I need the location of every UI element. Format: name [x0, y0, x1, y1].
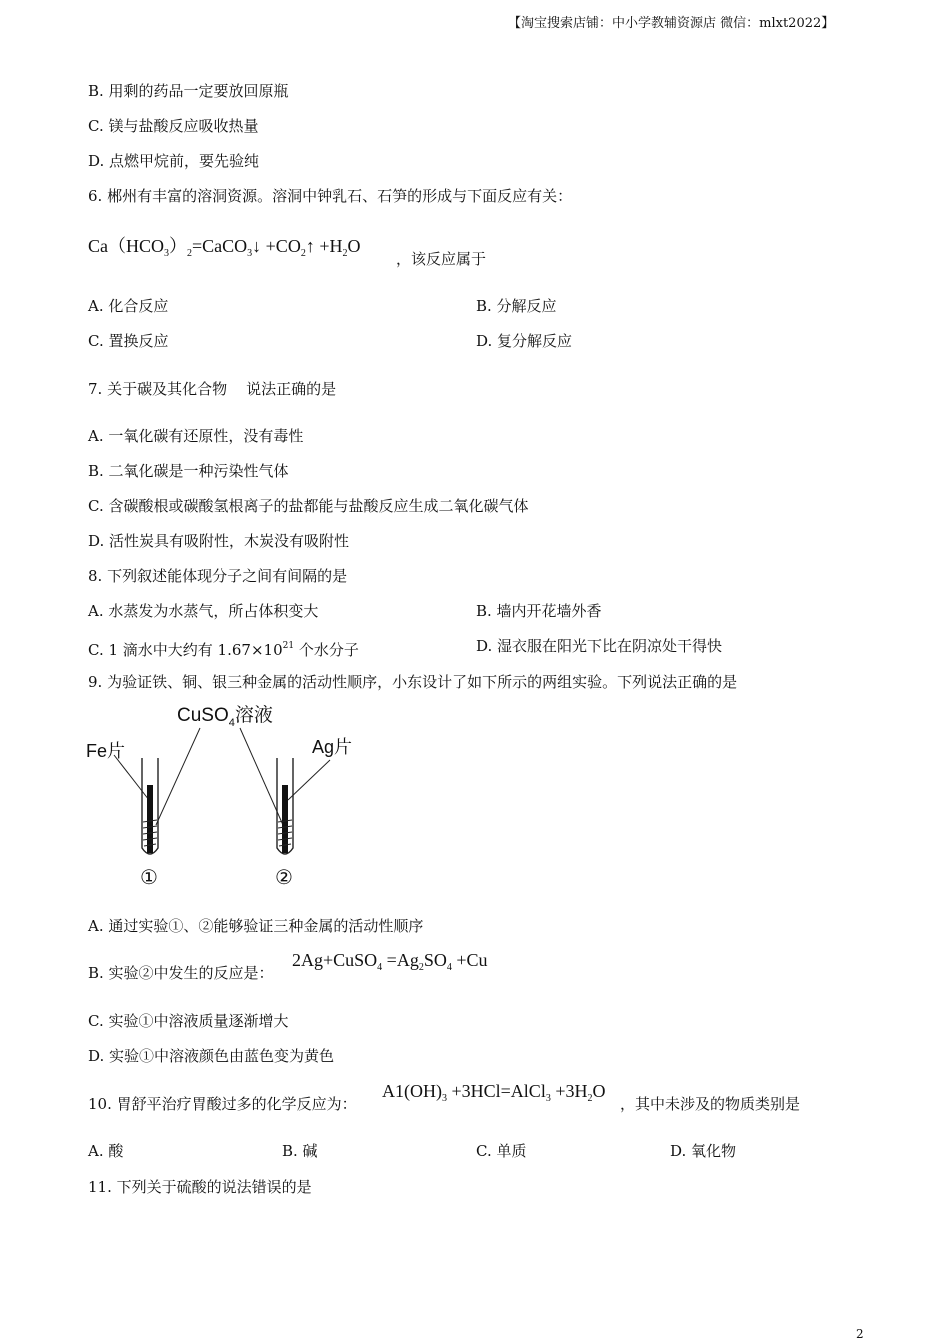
ag-strip — [282, 785, 288, 853]
q6-option-d: D. 复分解反应 — [476, 332, 573, 350]
q8-option-a: A. 水蒸发为水蒸气，所占体积变大 — [88, 602, 319, 620]
tube-1-label: ① — [140, 867, 158, 889]
q10-equation: $A1(OH)_3$ +3HCl=AlCl$_3$ $+3H_2O$ — [382, 1081, 606, 1104]
page-header: 【淘宝搜索店铺：中小学教辅资源店 微信：mlxt2022】 — [508, 16, 835, 31]
q7-option-d: D. 活性炭具有吸附性，木炭没有吸附性 — [88, 532, 350, 550]
q6-option-c: C. 置换反应 — [88, 332, 169, 350]
q9-option-c: C. 实验①中溶液质量逐渐增大 — [88, 1012, 289, 1030]
q7-option-a: A. 一氧化碳有还原性，没有毒性 — [88, 427, 304, 445]
q5-option-d: D. 点燃甲烷前，要先验纯 — [88, 152, 260, 170]
q6-equation: $Ca(HCO_3)_2=CaCO_3↓$ $+CO_2↑ +H_2O$ — [88, 236, 361, 259]
q10-option-b: B. 碱 — [282, 1142, 318, 1160]
test-tube-2 — [277, 758, 293, 854]
q8-option-b: B. 墙内开花墙外香 — [476, 602, 602, 620]
page-number: 2 — [856, 1327, 864, 1341]
q9-option-b-equation: 2Ag+CuSO$_4$ $=Ag_2SO_4 +Cu$ — [292, 950, 488, 973]
q9-option-a: A. 通过实验①、②能够验证三种金属的活动性顺序 — [88, 917, 424, 935]
q6-option-a: A. 化合反应 — [88, 297, 169, 315]
q7-stem: 7. 关于碳及其化合物 说法正确的是 — [88, 380, 337, 398]
q8-option-c: C. 1 滴水中大约有 $1.67\times 10^{21}$ 个水分子 — [88, 641, 359, 659]
q5-option-c: C. 镁与盐酸反应吸收热量 — [88, 117, 259, 135]
fe-leader-line — [114, 755, 149, 800]
fe-strip — [147, 785, 153, 853]
q10-stem-lead: 10. 胃舒平治疗胃酸过多的化学反应为： — [88, 1095, 357, 1113]
ag-strip-label: Ag片 — [312, 737, 353, 757]
q7-option-b: B. 二氧化碳是一种污染性气体 — [88, 462, 289, 480]
q9-stem: 9. 为验证铁、铜、银三种金属的活动性顺序，小东设计了如下所示的两组实验。下列说法正确的是 — [88, 673, 738, 691]
q10-option-d: D. 氧化物 — [670, 1142, 737, 1160]
q6-option-b: B. 分解反应 — [476, 297, 557, 315]
test-tube-figure — [84, 700, 384, 895]
q11-stem: 11. 下列关于硫酸的说法错误的是 — [88, 1178, 312, 1196]
ag-leader-line — [288, 760, 330, 800]
solution-leader-line-1 — [156, 728, 200, 825]
q8-stem: 8. 下列叙述能体现分子之间有间隔的是 — [88, 567, 348, 585]
q8-option-d: D. 湿衣服在阳光下比在阴凉处干得快 — [476, 637, 723, 655]
cuso4-solution-label: CuSO$_4$溶液 — [177, 705, 273, 729]
q6-stem: 6. 郴州有丰富的溶洞资源。溶洞中钟乳石、石笋的形成与下面反应有关： — [88, 187, 573, 205]
q10-option-a: A. 酸 — [88, 1142, 124, 1160]
q9-option-d: D. 实验①中溶液颜色由蓝色变为黄色 — [88, 1047, 335, 1065]
fe-strip-label: Fe片 — [86, 741, 126, 761]
q10-option-c: C. 单质 — [476, 1142, 527, 1160]
q10-stem-tail: ，其中未涉及的物质类别是 — [620, 1095, 801, 1113]
tube-2-label: ② — [275, 867, 293, 889]
q7-option-c: C. 含碳酸根或碳酸氢根离子的盐都能与盐酸反应生成二氧化碳气体 — [88, 497, 529, 515]
q9-option-b-label: B. 实验②中发生的反应是： — [88, 964, 274, 982]
q6-stem-tail: ，该反应属于 — [396, 250, 487, 268]
test-tube-1 — [142, 758, 158, 854]
q5-option-b: B. 用剩的药品一定要放回原瓶 — [88, 82, 289, 100]
